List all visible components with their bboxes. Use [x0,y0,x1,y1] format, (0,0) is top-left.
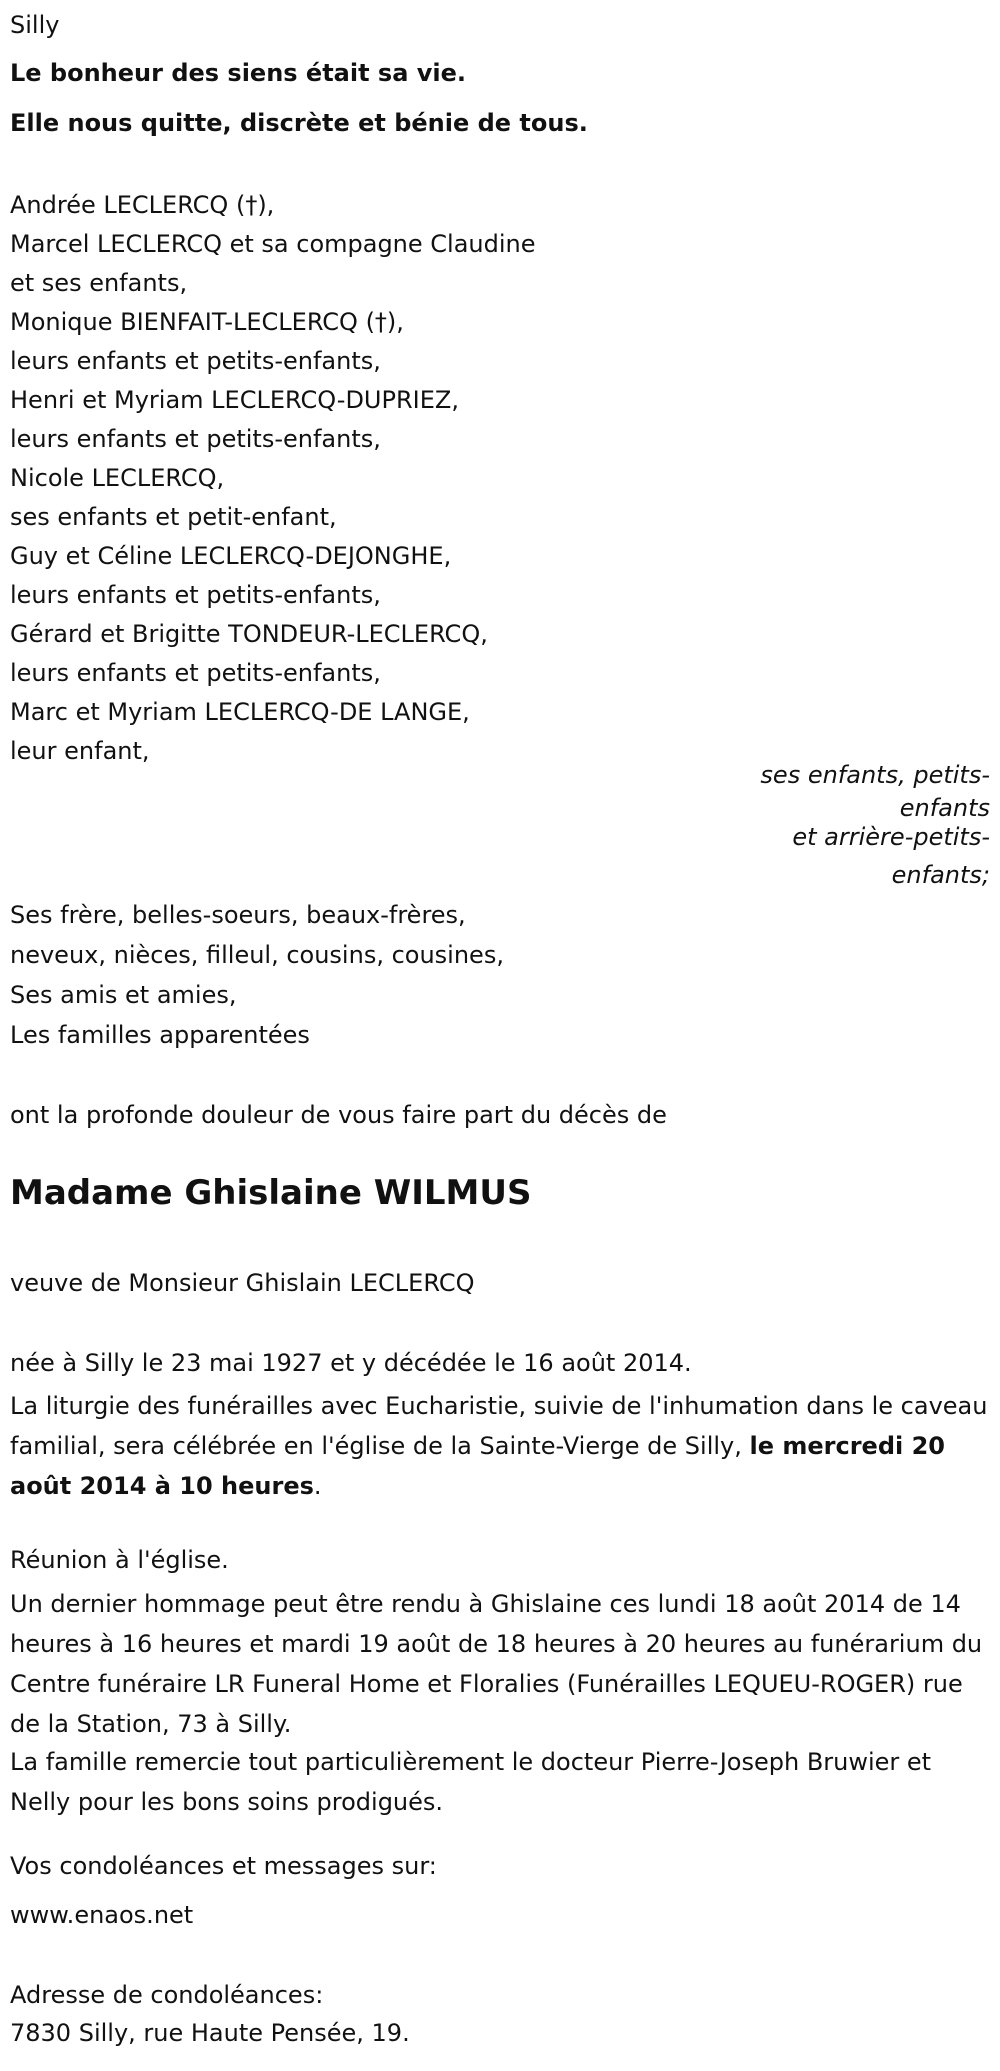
condolences-label: Vos condoléances et messages sur: [10,1852,437,1880]
family-line: Guy et Céline LECLERCQ-DEJONGHE, [10,542,452,570]
motto-line-1: Le bonheur des siens était sa vie. [10,59,467,87]
relatives-line: Ses frère, belles-soeurs, beaux-frères, [10,901,466,929]
family-line: Andrée LECLERCQ (†), [10,191,275,219]
family-line: Gérard et Brigitte TONDEUR-LECLERCQ, [10,620,488,648]
website-link[interactable]: www.enaos.net [10,1901,194,1929]
descendants-line-4: enfants; [891,861,990,889]
family-line: et ses enfants, [10,269,188,297]
location-text: Silly [10,11,60,39]
liturgy-text: La liturgie des funérailles avec Eucharistie, suivie de l'inhumation dans le caveau familial, sera célébrée en l'église de la Sainte-Vierge de Silly, [10,1392,988,1460]
meeting-text: Réunion à l'église. [10,1546,229,1574]
family-line: leurs enfants et petits-enfants, [10,347,381,375]
family-line: leurs enfants et petits-enfants, [10,425,381,453]
website-link-wrapper [10,1900,193,1930]
liturgy-date: le mercredi 20 août 2014 à 10 heures [10,1432,945,1500]
widow-of-text: veuve de Monsieur Ghislain LECLERCQ [10,1269,475,1297]
family-line: leurs enfants et petits-enfants, [10,659,381,687]
descendants-line-2: enfants [899,794,990,822]
address-text: 7830 Silly, rue Haute Pensée, 19. [10,2019,410,2047]
tribute-paragraph: Un dernier hommage peut être rendu à Ghislaine ces lundi 18 août 2014 de 14 heures à 16 heures et mardi 19 août de 18 heures à 20 heures au funérarium du Centre funéraire LR Funeral Home et Floralies (Funérailles LEQUEU-ROGER) rue de la Station, 73 à Silly. [10,1590,983,1738]
motto-line-2: Elle nous quitte, discrète et bénie de tous. [10,109,588,137]
relatives-line: Les familles apparentées [10,1021,310,1049]
family-line: leurs enfants et petits-enfants, [10,581,381,609]
liturgy-end: . [313,1472,322,1500]
thanks-paragraph: La famille remercie tout particulièrement le docteur Pierre-Joseph Bruwier et Nelly pour les bons soins prodigués. [10,1748,932,1816]
descendants-line-3: et arrière-petits- [792,823,990,851]
address-label: Adresse de condoléances: [10,1981,324,2009]
family-line: Henri et Myriam LECLERCQ-DUPRIEZ, [10,386,459,414]
family-line: Nicole LECLERCQ, [10,464,225,492]
relatives-line: Ses amis et amies, [10,981,237,1009]
family-line: ses enfants et petit-enfant, [10,503,337,531]
descendants-line-1: ses enfants, petits- [760,761,990,789]
family-line: Marc et Myriam LECLERCQ-DE LANGE, [10,698,470,726]
family-line: leur enfant, [10,737,150,765]
liturgy-paragraph [10,1386,990,1506]
deceased-name-heading: Madame Ghislaine WILMUS [10,1173,532,1213]
relatives-line: neveux, nièces, filleul, cousins, cousines, [10,941,504,969]
announcement-text: ont la profonde douleur de vous faire part du décès de [10,1101,667,1129]
family-line: Monique BIENFAIT-LECLERCQ (†), [10,308,404,336]
birth-death-text: née à Silly le 23 mai 1927 et y décédée le 16 août 2014. [10,1349,692,1377]
family-line: Marcel LECLERCQ et sa compagne Claudine [10,230,536,258]
